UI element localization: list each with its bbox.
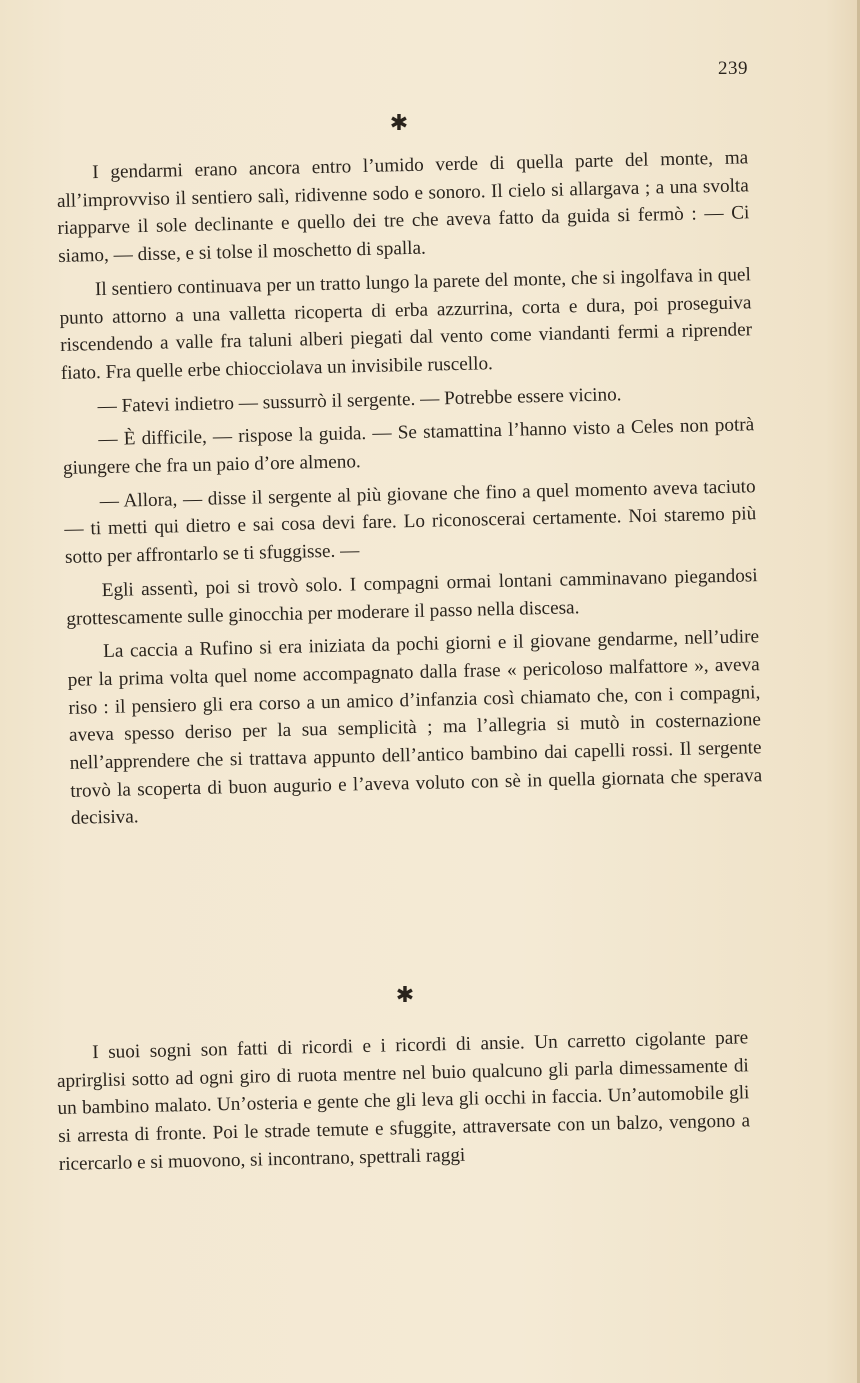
- section-break-asterisk: ✱: [389, 111, 409, 136]
- paragraph: I gendarmi erano ancora entro l’umido verde di quella parte del monte, ma all’improvviso il sentiero salì, ridivenne sodo e sonoro. Il cielo si allargava ; a una svolta riapparve il sole declinante e quello dei tre che aveva fatto da guida si fermò : — Ci siamo, — disse, e si tolse il moschetto di spalla.: [56, 147, 750, 268]
- section-two-text: [56, 1024, 751, 1184]
- paragraph: Il sentiero continuava per un tratto lungo la parete del monte, che si ingolfava in quel punto attorno a una valletta ricoperta di erba azzurrina, corta e dura, poi proseguiva riscendendo a valle fra taluni alberi piegati dal vento come viandanti fermi a riprender fiato. Fra quelle erbe chiocciolava un invisibile ruscello.: [59, 264, 753, 384]
- paragraph: I suoi sogni son fatti di ricordi e i ricordi di ansie. Un carretto cigolante pare aprirglisi sotto ad ogni giro di ruota mentre nel buio qualcuno gli parla dimessamente di un bambino malato. Un’osteria e gente che gli leva gli occhi in faccia. Un’automobile gli si arresta di fronte. Poi le strade temute e sfuggite, attraversate con un balzo, vengono a ricercarlo e si muovono, si incontrano, spettrali raggi: [56, 1027, 751, 1175]
- section-one-text: [56, 144, 763, 839]
- paragraph: La caccia a Rufino si era iniziata da pochi giorni e il giovane gendarme, nell’udire per la prima volta quel nome accompagnato dalla frase « pericoloso malfattore », aveva riso : il pensiero gli era corso a un amico d’infanzia così chiamato che, con i compagni, aveva spesso deriso per la sua semplicità ; ma l’allegria si mutò in costernazione nell’apprendere che si trattava appunto dell’antico bambino dai capelli rossi. Il sergente trovò la scoperta di buon augurio e l’aveva voluto con sè in quella giornata che sperava decisiva.: [67, 626, 763, 830]
- paragraph: Egli assentì, poi si trovò solo. I compagni ormai lontani camminavano piegandosi grottescamente sulle ginocchia per moderare il passo nella discesa.: [66, 565, 758, 630]
- page-number: 239: [718, 58, 748, 79]
- section-break-asterisk: ✱: [395, 983, 415, 1008]
- dialogue-paragraph: — Fatevi indietro — sussurrò il sergente. — Potrebbe essere vicino.: [97, 383, 622, 417]
- dialogue-paragraph: — Allora, — disse il sergente al più giovane che fino a quel momento aveva taciuto — ti metti qui dietro e sai cosa devi fare. Lo riconoscerai certamente. Noi staremo più sotto per affrontarlo se ti sfuggisse. —: [64, 475, 757, 569]
- dialogue-paragraph: — È difficile, — rispose la guida. — Se stamattina l’hanno visto a Celes non potrà giungere che fra un paio d’ore almeno.: [62, 414, 755, 479]
